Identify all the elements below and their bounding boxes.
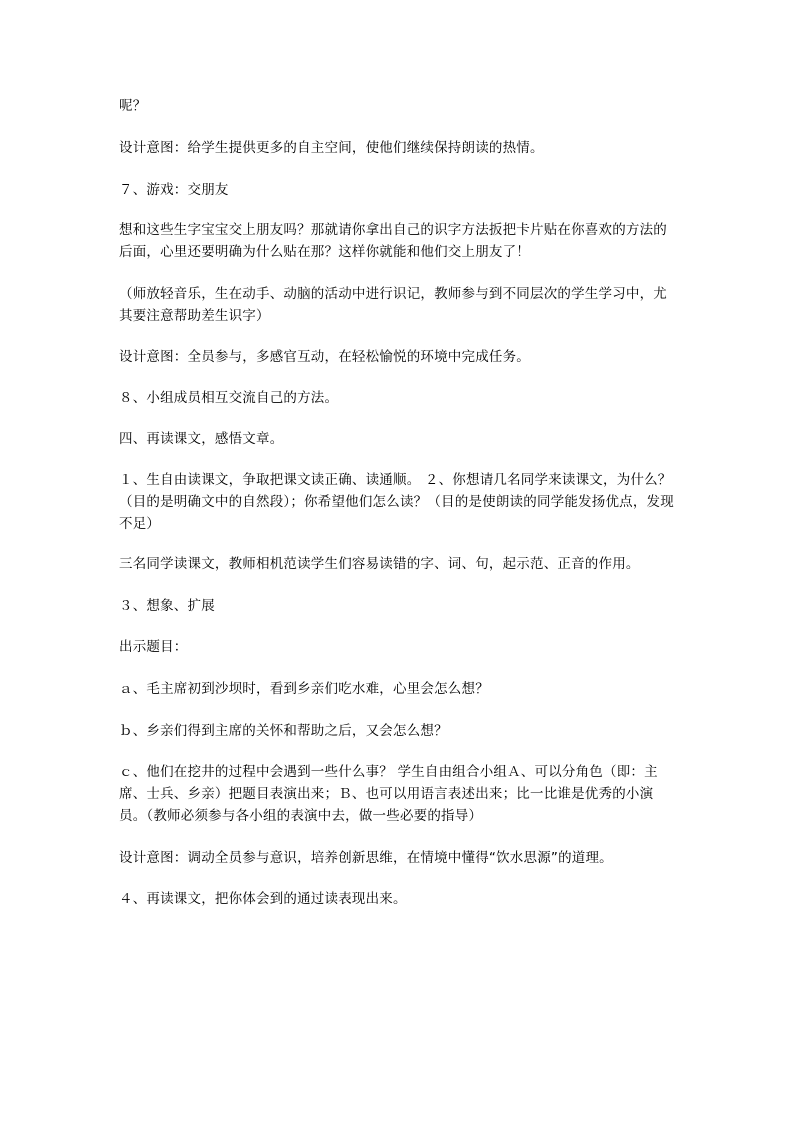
paragraph-12: 出示题目： (119, 639, 188, 655)
paragraph-13: ａ、毛主席初到沙坝时，看到乡亲们吃水难，心里会怎么想？ (119, 681, 489, 697)
paragraph-1: 呢？ (119, 98, 147, 114)
paragraph-11: ３、想象、扩展 (119, 598, 215, 614)
paragraph-15: ｃ、他们在挖井的过程中会遇到一些什么事？ 学生自由组合小组Ａ、可以分角色（即：主席、士兵、乡亲）把题目表演出来；Ｂ、也可以用语言表述出来；比一比谁是优秀的小演员。（教师必须参与各小组的表演中去，做一些必要的指导） (119, 764, 658, 824)
paragraph-10: 三名同学读课文，教师相机范读学生们容易读错的字、词、句，起示范、正音的作用。 (119, 556, 640, 572)
paragraph-4: 想和这些生字宝宝交上朋友吗？那就请你拿出自己的识字方法扳把卡片贴在你喜欢的方法的后面，心里还要明确为什么贴在那？这样你就能和他们交上朋友了！ (119, 222, 667, 260)
paragraph-7: ８、小组成员相互交流自己的方法。 (119, 390, 339, 406)
paragraph-3: ７、游戏：交朋友 (119, 182, 229, 198)
paragraph-17: ４、再读课文，把你体会到的通过读表现出来。 (119, 891, 407, 907)
paragraph-6: 设计意图：全员参与，多感官互动，在轻松愉悦的环境中完成任务。 (119, 349, 530, 365)
paragraph-16: 设计意图：调动全员参与意识，培养创新思维，在情境中懂得“饮水思源”的道理。 (119, 850, 613, 866)
paragraph-8: 四、再读课文，感悟文章。 (119, 431, 284, 447)
paragraph-14: ｂ、乡亲们得到主席的关怀和帮助之后，又会怎么想？ (119, 723, 448, 739)
paragraph-9: １、生自由读课文，争取把课文读正确、读通顺。 ２、你想请几名同学来读课文，为什么？（目的是明确文中的自然段）；你希望他们怎么读？（目的是使朗读的同学能发扬优点，发现不足） (119, 472, 674, 532)
paragraph-2: 设计意图：给学生提供更多的自主空间，使他们继续保持朗读的热情。 (119, 140, 544, 156)
paragraph-5: （师放轻音乐，生在动手、动脑的活动中进行识记，教师参与到不同层次的学生学习中，尤其要注意帮助差生识字） (119, 286, 667, 324)
